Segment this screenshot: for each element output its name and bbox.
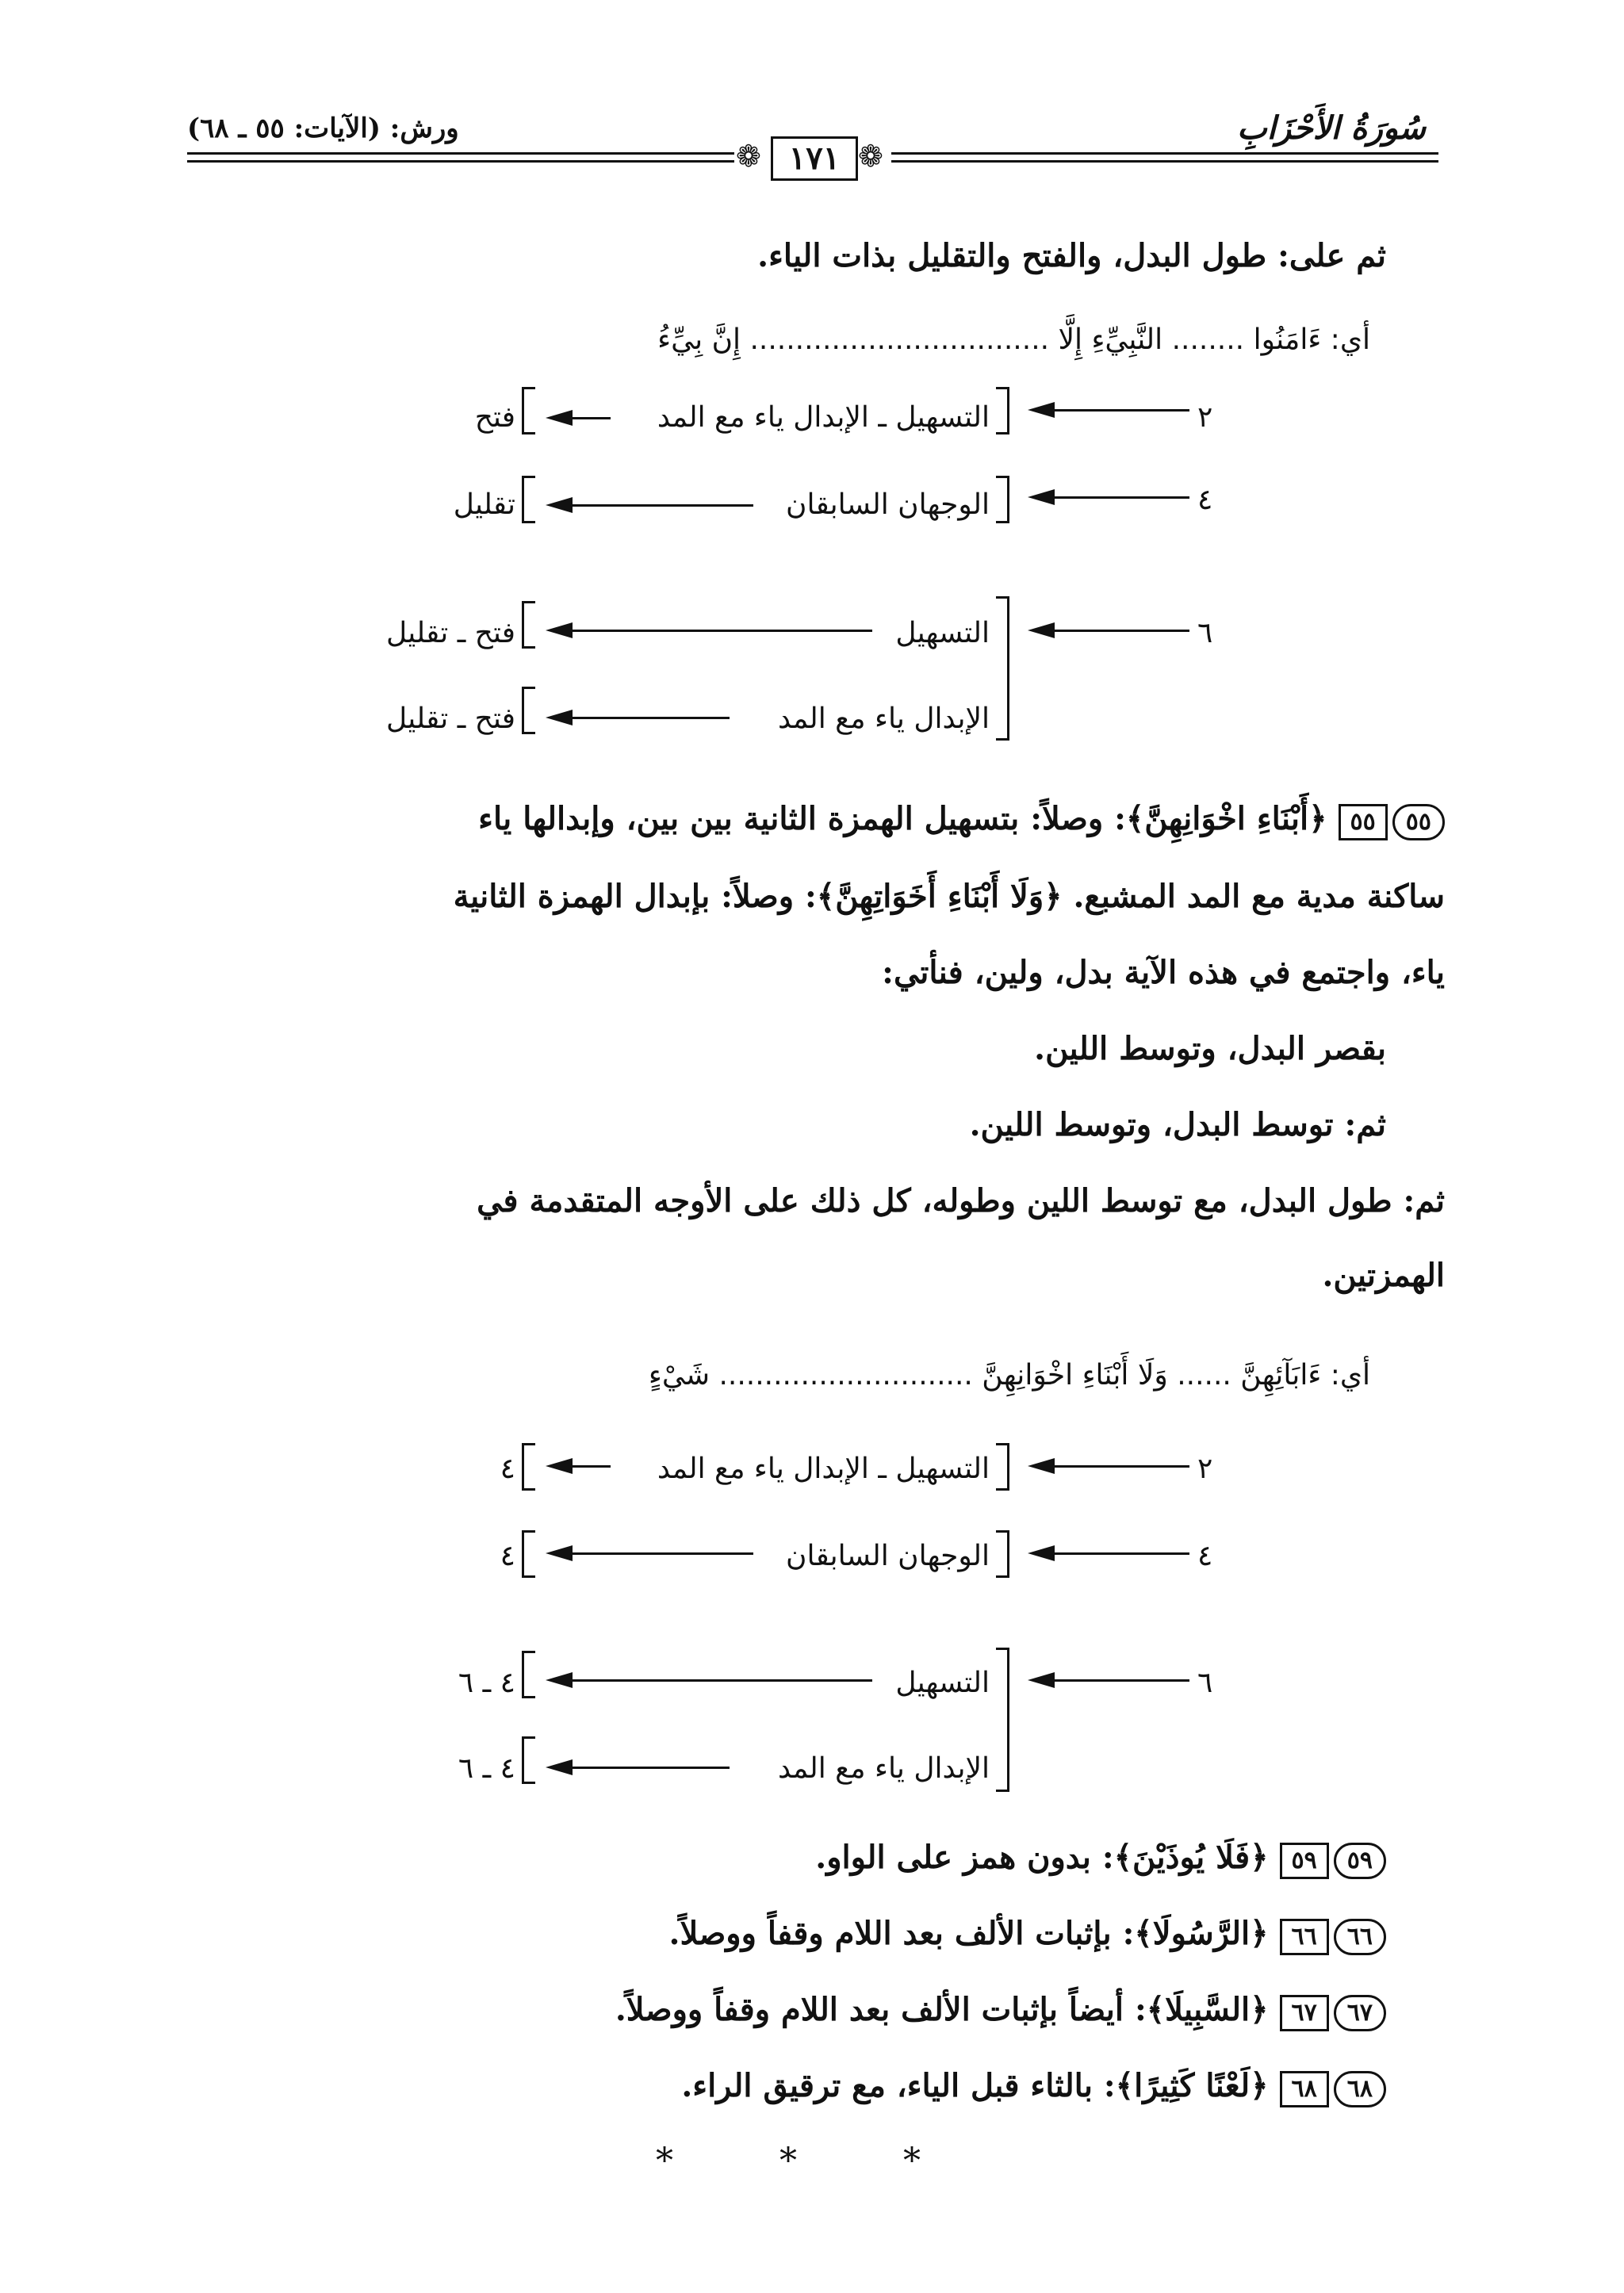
diagram1-row3-middle: التسهيل xyxy=(895,617,990,649)
diagram2-row4-middle: الإبدال ياء مع المد xyxy=(778,1752,990,1785)
diagram2-row3-num: ٦ xyxy=(1197,1667,1213,1699)
diagram2-row1-middle: التسهيل ـ الإبدال ياء مع المد xyxy=(657,1453,990,1485)
arrowhead-icon xyxy=(1028,489,1055,505)
diagram2-row3-middle: التسهيل xyxy=(895,1667,990,1699)
diagram1-row2-middle: الوجهان السابقان xyxy=(786,488,990,521)
diagram2-row2-middle: الوجهان السابقان xyxy=(786,1540,990,1572)
diagram1-row1-middle: التسهيل ـ الإبدال ياء مع المد xyxy=(657,401,990,434)
bracket-icon xyxy=(522,1651,535,1698)
intro-line xyxy=(757,232,1386,281)
para55-line3: ياء، واجتمع في هذه الآية بدل، ولين، فنأتي: xyxy=(882,954,1445,991)
diagram2-heading: أي: ءَابَآئِهِنَّ ...... وَلَا أَبْنَاءِ اخْوَانِهِنَّ ............................ شَيْءٍ xyxy=(648,1359,1370,1391)
verse-badge: ٦٨٦٨ xyxy=(1280,2075,1386,2103)
header-rule-left xyxy=(187,152,734,155)
diagram1-row3-result: فتح ـ تقليل xyxy=(385,617,515,649)
arrowhead-icon xyxy=(546,410,573,426)
diagram2-row2-arrow2 xyxy=(571,1552,753,1555)
para55-line1: ٥٥٥٥ ﴿أَبْنَاءِ اخْوَانِهِنَّ﴾: وصلاً: بتسهيل الهمزة الثانية بين بين، وإبدالها ياء xyxy=(176,794,1445,844)
bracket-icon xyxy=(996,596,1009,741)
diagram2-row2-arrow xyxy=(1039,1552,1189,1555)
bracket-icon xyxy=(522,601,535,649)
verse-item-68: ٦٨٦٨ ﴿لَعْنًا كَثِيرًا﴾: بالثاء قبل الياء، مع ترقيق الراء. xyxy=(681,2061,1386,2111)
diagram2-row2-result: ٤ xyxy=(500,1540,515,1572)
diagram1-row3-num: ٦ xyxy=(1197,617,1213,649)
arrowhead-icon xyxy=(546,622,573,638)
surah-title: سُورَةُ الأَحْزَابِ xyxy=(1237,109,1426,147)
diagram1-row2-arrow xyxy=(1039,496,1189,499)
header-rule-right-2 xyxy=(891,160,1438,163)
verse-badge: ٥٩٥٩ xyxy=(1280,1847,1386,1874)
para55-line2: ساكنة مدية مع المد المشبع. ﴿وَلَا أَبْنَاءِ أَخَوَاتِهِنَّ﴾: وصلاً: بإبدال الهمزة الثانية xyxy=(453,878,1445,915)
verse-badge-55: ٥٥٥٥ xyxy=(1339,808,1445,836)
diagram1-row2-num: ٤ xyxy=(1197,484,1213,516)
riwaya-range: ورش: (الآيات: ٥٥ ـ ٦٨) xyxy=(187,113,459,144)
bracket-icon xyxy=(996,1648,1009,1792)
diagram1-row1-arrow2 xyxy=(571,417,611,419)
bracket-icon xyxy=(522,1443,535,1491)
bracket-icon xyxy=(522,1736,535,1784)
para55-line7: الهمزتين. xyxy=(1322,1257,1445,1294)
arrowhead-icon xyxy=(546,1672,573,1688)
diagram1-row4-middle: الإبدال ياء مع المد xyxy=(778,702,990,735)
bracket-icon xyxy=(522,476,535,523)
verse-badge: ٦٧٦٧ xyxy=(1280,1999,1386,2027)
bracket-icon xyxy=(996,1443,1009,1491)
diagram1-row1-num: ٢ xyxy=(1197,401,1213,434)
section-separator: * * * xyxy=(656,2141,968,2181)
para55-line4: بقصر البدل، وتوسط اللين. xyxy=(1034,1030,1386,1067)
diagram2-row1-arrow xyxy=(1039,1465,1189,1468)
diagram2-row3-arrow xyxy=(1039,1679,1189,1682)
diagram2-row4-result: ٤ ـ ٦ xyxy=(458,1752,515,1785)
para55-line5: ثم: توسط البدل، وتوسط اللين. xyxy=(969,1106,1386,1143)
page-number: ١٧١ xyxy=(771,136,858,181)
diagram2-row3-arrow2 xyxy=(571,1679,872,1682)
arrowhead-icon xyxy=(1028,622,1055,638)
arrowhead-icon xyxy=(546,497,573,513)
diagram1-row3-arrow2 xyxy=(571,630,872,632)
arrowhead-icon xyxy=(1028,1672,1055,1688)
verse-item-67: ٦٧٦٧ ﴿السَّبِيلَا﴾: أيضاً بإثبات الألف بعد اللام وقفاً ووصلاً. xyxy=(615,1985,1386,2035)
arrowhead-icon xyxy=(1028,1458,1055,1474)
arrowhead-icon xyxy=(1028,402,1055,418)
diagram1-row4-result: فتح ـ تقليل xyxy=(385,702,515,735)
bracket-icon xyxy=(522,387,535,434)
header-rule-right xyxy=(891,152,1438,155)
intro-text: طول البدل، والفتح والتقليل بذات الياء. xyxy=(757,237,1267,274)
diagram2-row2-num: ٤ xyxy=(1197,1540,1213,1572)
diagram2-row4-arrow2 xyxy=(571,1767,730,1769)
verse-item-59: ٥٩٥٩ ﴿فَلَا يُوذَيْنَ﴾: بدون همز على الواو. xyxy=(815,1833,1386,1882)
bracket-icon xyxy=(522,1530,535,1578)
diagram2-row1-arrow2 xyxy=(571,1465,611,1468)
bracket-icon xyxy=(996,476,1009,523)
diagram2-row1-num: ٢ xyxy=(1197,1453,1213,1485)
bracket-icon xyxy=(996,1530,1009,1578)
intro-lead: ثم على: xyxy=(1277,237,1386,274)
arrowhead-icon xyxy=(546,710,573,725)
ornament-right-icon: ❁ xyxy=(858,139,883,174)
diagram1-row3-arrow xyxy=(1039,630,1189,632)
diagram1-row2-result: تقليل xyxy=(453,488,515,521)
ornament-left-icon: ❁ xyxy=(736,139,761,174)
para55-line6: ثم: طول البدل، مع توسط اللين وطوله، كل ذلك على الأوجه المتقدمة في xyxy=(477,1182,1445,1219)
header-rule-left-2 xyxy=(187,160,734,163)
arrowhead-icon xyxy=(546,1458,573,1474)
verse-item-66: ٦٦٦٦ ﴿الرَّسُولَا﴾: بإثبات الألف بعد اللام وقفاً ووصلاً. xyxy=(669,1909,1386,1958)
arrowhead-icon xyxy=(1028,1545,1055,1561)
diagram2-row1-result: ٤ xyxy=(500,1453,515,1485)
verse-badge: ٦٦٦٦ xyxy=(1280,1923,1386,1950)
bracket-icon xyxy=(522,687,535,734)
diagram2-row3-result: ٤ ـ ٦ xyxy=(458,1667,515,1699)
diagram1-row4-arrow2 xyxy=(571,717,730,719)
arrowhead-icon xyxy=(546,1545,573,1561)
diagram1-row1-arrow xyxy=(1039,409,1189,412)
diagram1-row1-result: فتح xyxy=(474,401,515,434)
arrowhead-icon xyxy=(546,1759,573,1775)
bracket-icon xyxy=(996,387,1009,434)
diagram1-row2-arrow2 xyxy=(571,504,753,507)
diagram1-heading: أي: ءَامَنُوا ........ النَّبِيِّءِ إِلَّا ................................. إِنَّ بِيِّءُ xyxy=(657,323,1370,356)
